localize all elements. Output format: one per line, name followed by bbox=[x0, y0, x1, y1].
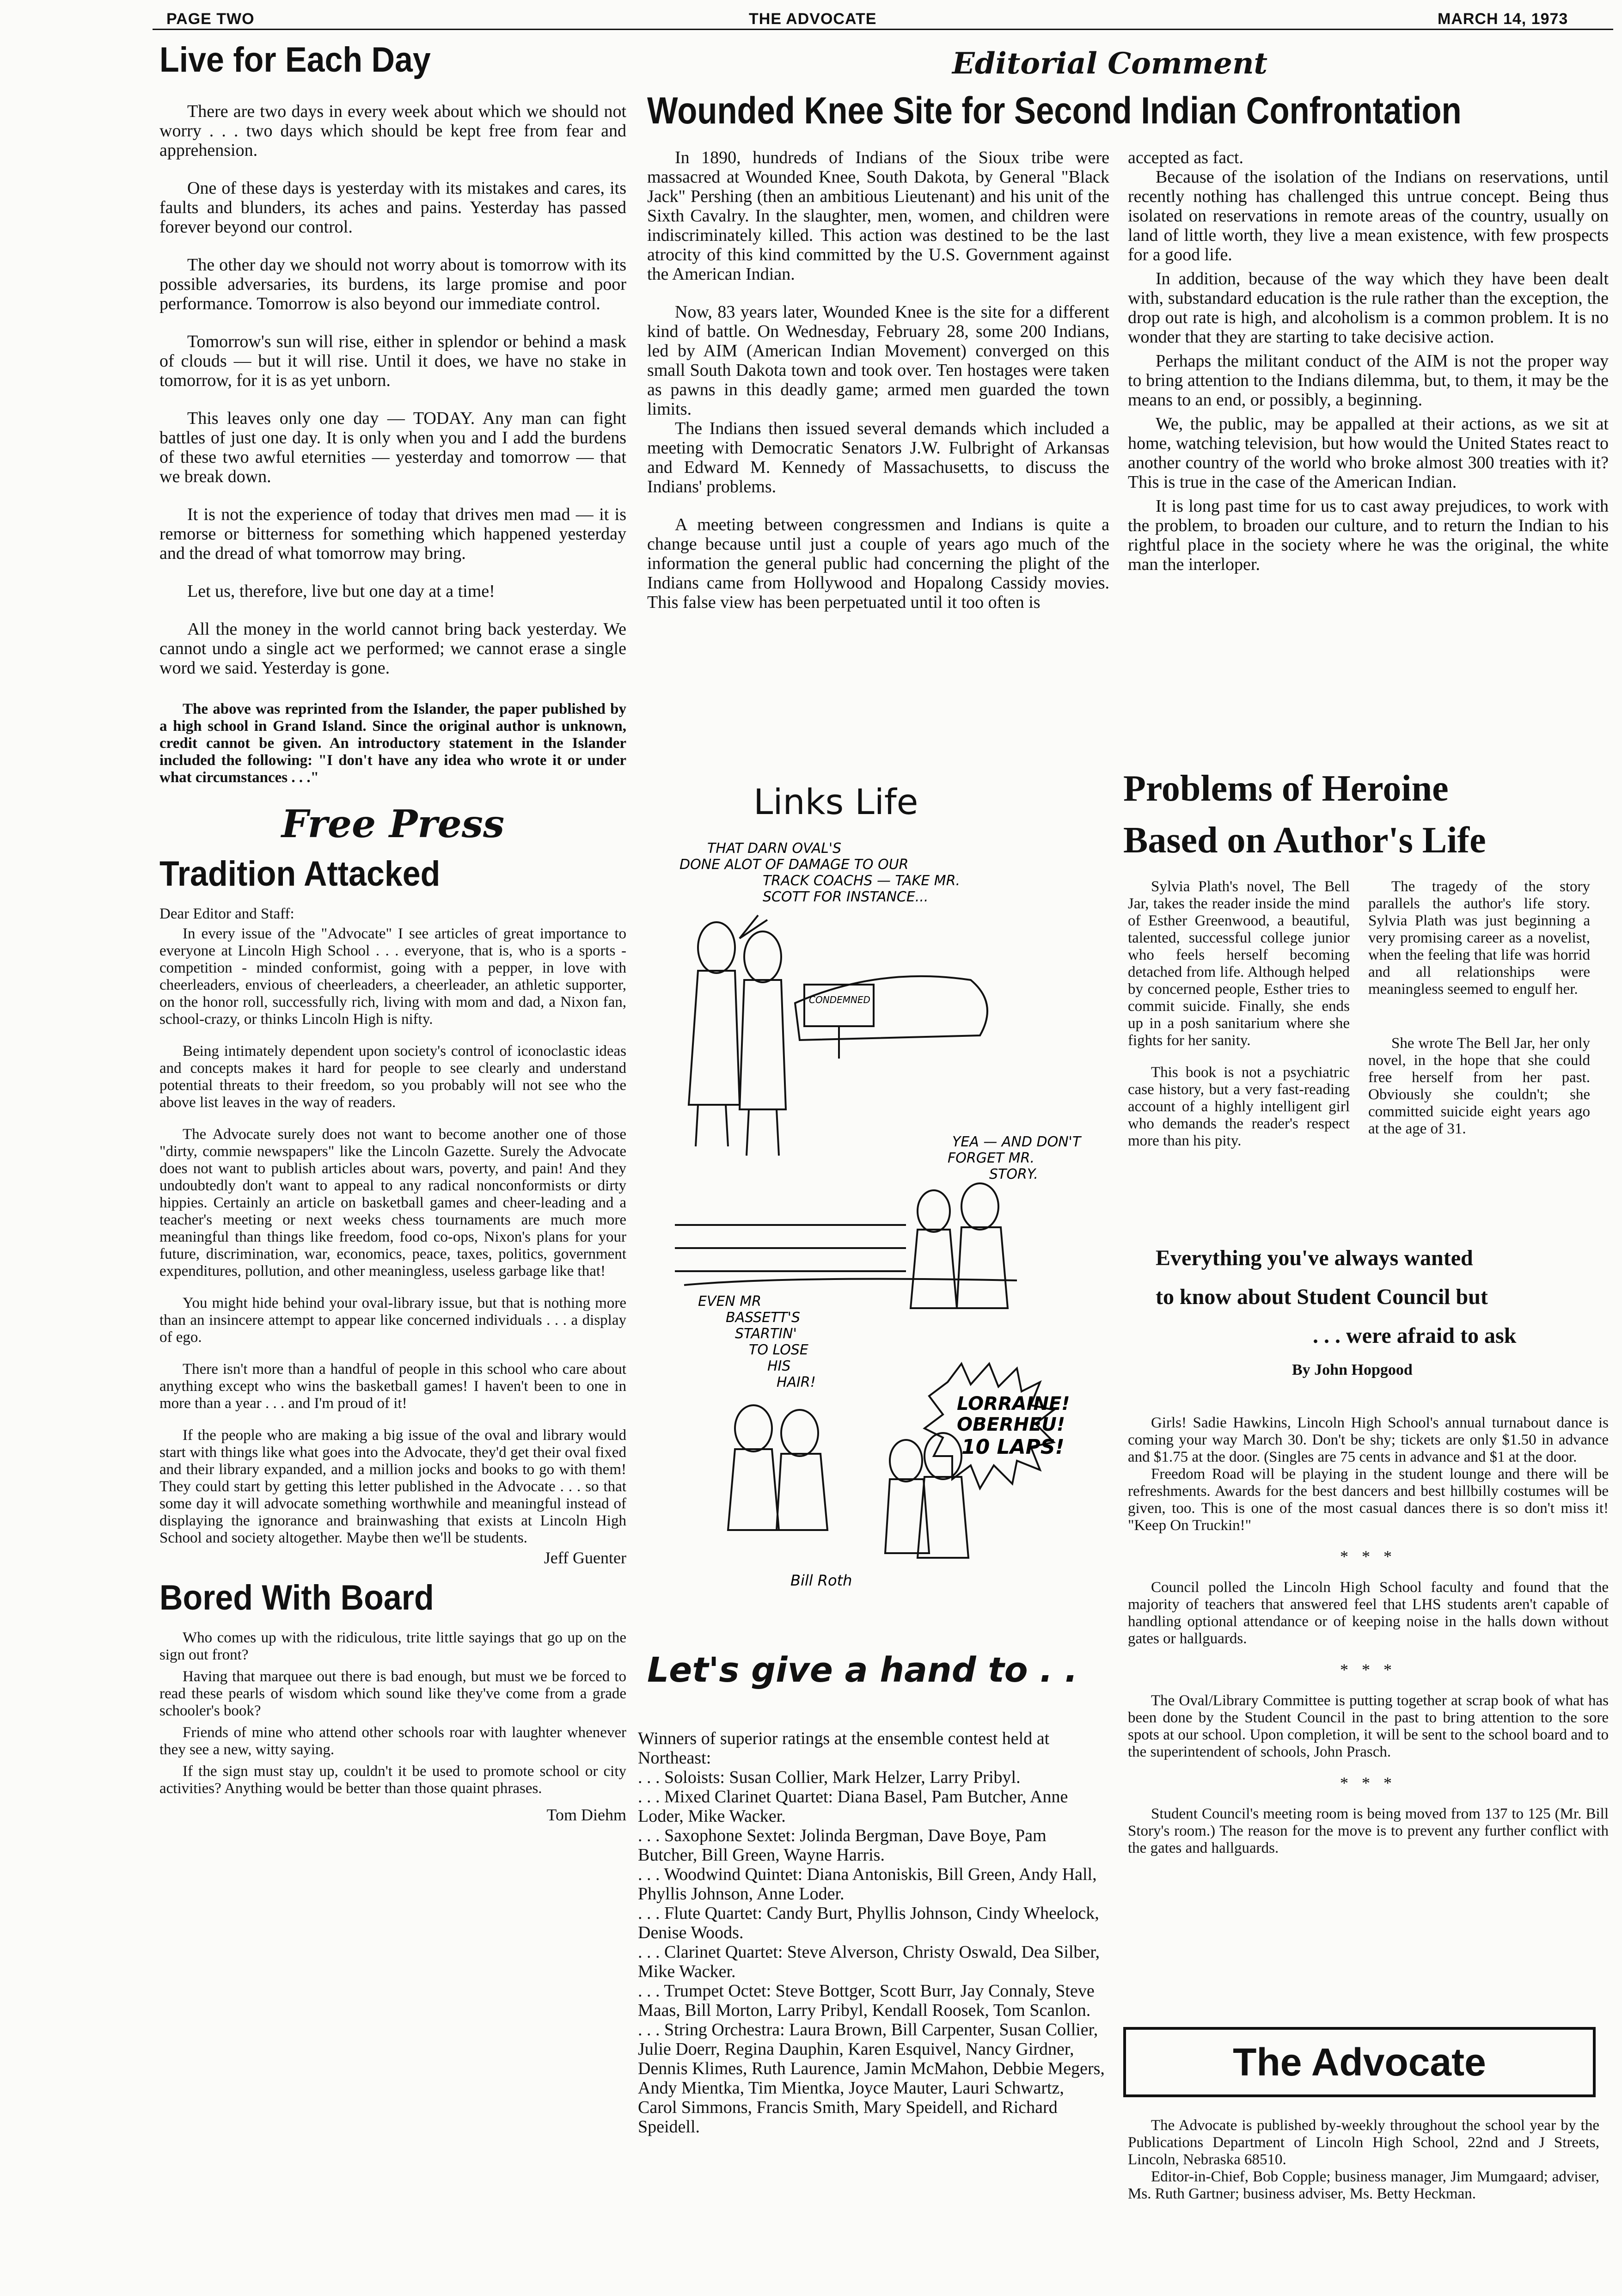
burst-line: LORRAINE! bbox=[957, 1393, 1070, 1414]
heroine-headline-line-1: Problems of Heroine bbox=[1123, 768, 1449, 809]
editorial-paragraph: It is long past time for us to cast away prejudices, to work with the problem, to broaden our culture, and to return the Indian to his rightful place in the society where he was the original, the white man the interloper. bbox=[1128, 496, 1609, 574]
council-paragraph: Council polled the Lincoln High School faculty and found that the majority of teachers that answered feel that LHS students aren't capable of handling optional attendance or of keeping noise in the halls down without gates or hallguards. bbox=[1128, 1579, 1609, 1647]
condemned-sign bbox=[804, 985, 874, 1026]
tradition-headline: Tradition Attacked bbox=[159, 854, 441, 894]
live-headline: Live for Each Day bbox=[159, 40, 431, 80]
balloon-2-line: STORY. bbox=[989, 1166, 1038, 1182]
letter-paragraph: In every issue of the "Advocate" I see articles of great importance to everyone at Lincoln High School . . . everyone, that is, who is a sports - competition - minded conformist, going with a pepper, in love with cheerleaders, envious of cheerleaders, a cheerleader, an athletic supporter, on the honor roll, successfully rich, living with mom and dad, a Nixon fan, school-crazy, or thinks Lincoln High is nifty. bbox=[159, 925, 626, 1028]
separator-stars: * * * bbox=[1340, 1774, 1396, 1792]
condemned-sign-text: CONDEMNED bbox=[809, 994, 870, 1005]
separator-stars: * * * bbox=[1340, 1660, 1396, 1679]
hand-article bbox=[638, 1729, 1105, 2137]
advocate-title-box bbox=[1123, 2027, 1596, 2097]
cartoon-title: Links Life bbox=[753, 781, 918, 822]
live-paragraph: This leaves only one day — TODAY. Any man can fight battles of just one day. It is only when you and I add the burdens of these two awful eternities — yesterday and tomorrow — that we break down. bbox=[159, 409, 626, 486]
letter-paragraph: Being intimately dependent upon society's control of iconoclastic ideas and concepts makes it hard for people to see clearly and understand potential threats to their freedom, so you probably will not see who the above list leaves in the way of readers. bbox=[159, 1043, 626, 1111]
bored-paragraph: Having that marquee out there is bad enough, but must we be forced to read these pearls of wisdom which sound like they've come from a grade schooler's book? bbox=[159, 1668, 626, 1719]
editorial-paragraph: A meeting between congressmen and Indians is quite a change because until just a couple of years ago much of the information the general public had concerning the plight of the Indians came from Hollywood and Hopalong Cassidy movies. This false view has been perpetuated until it too often is bbox=[647, 515, 1109, 612]
heroine-headline bbox=[1123, 763, 1486, 866]
editorial-label: Editorial Comment bbox=[952, 46, 1268, 81]
bored-paragraph: Who comes up with the ridiculous, trite little sayings that go up on the sign out front? bbox=[159, 1629, 626, 1663]
free-press-label: Free Press bbox=[281, 802, 505, 846]
editorial-paragraph: In 1890, hundreds of Indians of the Sioux tribe were massacred at Wounded Knee, South Dakota, by General "Black Jack" Pershing (then an ambitious Lieutenant) and his unit of the Sixth Cavalry. In the slaughter, men, women, and children were indiscriminately killed. This action was destined to be the last atrocity of this kind committed by the U.S. Government against the American Indian. bbox=[647, 148, 1109, 284]
bored-paragraph: Friends of mine who attend other schools roar with laughter whenever they see a new, witty saying. bbox=[159, 1724, 626, 1758]
hand-group: . . . Soloists: Susan Collier, Mark Helzer, Larry Pribyl. bbox=[638, 1768, 1021, 1787]
heroine-headline-line-2: Based on Author's Life bbox=[1123, 820, 1486, 861]
hand-group: . . . Mixed Clarinet Quartet: Diana Basel, Pam Butcher, Anne Loder, Mike Wacker. bbox=[638, 1787, 1068, 1826]
editorial-paragraph: The Indians then issued several demands which included a meeting with Democratic Senators J.W. Fulbright of Arkansas and Edward M. Kennedy of Massachusetts, to discuss the Indians' problems. bbox=[647, 419, 1109, 496]
heroine-column-2 bbox=[1368, 878, 1590, 1152]
masthead-rule bbox=[153, 29, 1613, 30]
letter-paragraph: If the people who are making a big issue of the oval and library would start with things like what goes into the Advocate, they'd get their oval fixed and their library expanded, and a million jocks and books to go with them! They could start by getting this letter published in the Advocate . . . so that some day it will advocate something worthwhile and meaningful instead of displaying the ignorance and brainwashing that exists at Lincoln High School and society altogether. Maybe then we'll be students. bbox=[159, 1427, 626, 1546]
editorial-paragraph: Because of the isolation of the Indians on reservations, until recently nothing has challenged this untrue concept. Being thus isolated on reservations in remote areas of the country, usually on land of little worth, they live a mean existence, with few prospects for a good life. bbox=[1128, 167, 1609, 264]
editorial-paragraph: Perhaps the militant conduct of the AIM is not the proper way to bring attention to the Indians dilemma, but, to them, it may be the means to an end, or possibly, a beginning. bbox=[1128, 351, 1609, 410]
live-article bbox=[159, 102, 626, 678]
issue-date: MARCH 14, 1973 bbox=[1438, 10, 1568, 28]
balloon-2-line: FORGET MR. bbox=[948, 1150, 1035, 1166]
editorial-paragraph: Now, 83 years later, Wounded Knee is the site for a different kind of battle. On Wednesday, February 28, some 200 Indians, led by AIM (American Indian Movement) converged on this small South Dakota town and took over. Ten hostages were taken as pawns in this deadly game; armed men guarded the town limits. bbox=[647, 302, 1109, 419]
editorial-paragraph: We, the public, may be appalled at their actions, as we sit at home, watching television, but how would the United States react to another country of the world who broke almost 300 treaties with it? This is true in the case of the American Indian. bbox=[1128, 414, 1609, 492]
balloon-1-line: DONE ALOT OF DAMAGE TO OUR bbox=[679, 857, 909, 873]
heroine-paragraph: Sylvia Plath's novel, The Bell Jar, takes the reader inside the mind of Esther Greenwood, a beautiful, talented, successful college junior who feels herself becoming detached from life. Although helped by concerned people, Esther tries to commit suicide. Finally, she ends up in a posh sanitarium where she fights for her sanity. bbox=[1128, 878, 1350, 1049]
burst-line: 10 LAPS! bbox=[961, 1435, 1065, 1459]
council-byline: By John Hopgood bbox=[1292, 1361, 1413, 1378]
balloon-2-line: YEA — AND DON'T bbox=[952, 1134, 1081, 1150]
cartoon-panel bbox=[647, 763, 1109, 1618]
cartoon-artist-signature: Bill Roth bbox=[790, 1572, 852, 1589]
balloon-1-line: THAT DARN OVAL'S bbox=[707, 840, 842, 857]
council-paragraph: Freedom Road will be playing in the student lounge and there will be refreshments. Awards for the best dancers and best hillbilly costumes will be given, too. This is one of the most casual dances there is so don't miss it! "Keep On Truckin!" bbox=[1128, 1466, 1609, 1534]
hand-intro: Winners of superior ratings at the ensemble contest held at Northeast: bbox=[638, 1729, 1050, 1768]
heroine-paragraph: This book is not a psychiatric case history, but a very fast-reading account of a highly intelligent girl who demands the reader's respect more than his pity. bbox=[1128, 1064, 1350, 1149]
hand-group: . . . Trumpet Octet: Steve Bottger, Scott Burr, Jay Connaly, Steve Maas, Bill Morton, Larry Pribyl, Kendall Roosek, Tom Scanlon. bbox=[638, 1981, 1095, 2020]
editorial-paragraph: In addition, because of the way which they have been dealt with, substandard education is the rule rather than the exception, the drop out rate is high, and alcoholism is a common problem. It is no wonder that they are starting to take decisive action. bbox=[1128, 269, 1609, 347]
balloon-3-line: HAIR! bbox=[777, 1374, 816, 1390]
editorial-headline: Wounded Knee Site for Second Indian Confrontation bbox=[647, 90, 1462, 132]
heroine-paragraph: The tragedy of the story parallels the author's life story. Sylvia Plath was just beginning a very promising career as a novelist, when the feeling that life was horrid and all relationships were meaningless seemed to engulf her. bbox=[1368, 878, 1590, 998]
letter-salutation: Dear Editor and Staff: bbox=[159, 906, 294, 922]
heroine-paragraph: She wrote The Bell Jar, her only novel, in the hope that she could free herself from her past. Obviously she couldn't; she committed suicide eight years ago at the age of 31. bbox=[1368, 1035, 1590, 1137]
advocate-info-paragraph: Editor-in-Chief, Bob Copple; business manager, Jim Mumgaard; adviser, Ms. Ruth Gartner; business adviser, Ms. Betty Heckman. bbox=[1128, 2168, 1599, 2202]
letter-paragraph: The Advocate surely does not want to become another one of those "dirty, commie newspapers" like the Lincoln Gazette. Surely the Advocate does not want to publish articles about wars, poverty, and pain! And they undoubtedly don't want to appeal to any radical nonconformists or dirty hippies. Certainly an article on basketball games and cheer-leading and a teacher's meeting or next weeks chess tournaments are much more meaningful than things like freedom, food co-ops, Nixon's plans for your future, discrimination, war, economics, peace, taxes, politics, government expenditures, pollution, and other meaningless, useless garbage like that! bbox=[159, 1126, 626, 1280]
council-headline-line-3: . . . were afraid to ask bbox=[1313, 1323, 1517, 1348]
live-paragraph: All the money in the world cannot bring back yesterday. We cannot undo a single act we performed; we cannot erase a single word we said. Yesterday is gone. bbox=[159, 619, 626, 678]
balloon-1-line: SCOTT FOR INSTANCE... bbox=[763, 889, 929, 905]
live-paragraph: It is not the experience of today that drives men mad — it is remorse or bitterness for something which happened yesterday and the dread of what tomorrow may bring. bbox=[159, 505, 626, 563]
reprint-note-text: The above was reprinted from the Islander, the paper published by a high school in Grand Island. Since the original author is unknown, credit cannot be given. An introductory statement in the Islander included the following: "I don't have any idea who wrote it or under what circumstances . . ." bbox=[159, 701, 626, 786]
editorial-column-2 bbox=[1128, 148, 1609, 593]
hand-group: . . . String Orchestra: Laura Brown, Bill Carpenter, Susan Collier, Julie Doerr, Regina Dauphin, Karen Esquivel, Nancy Girdner, Dennis Klimes, Ruth Laurence, Jamin McMahon, Debbie Megers, Andy Mientka, Tim Mientka, Joyce Mauter, Lauri Schwartz, Carol Simmons, Francis Smith, Mary Speidell, and Richard Speidell. bbox=[638, 2020, 1105, 2137]
council-headline-line-1: Everything you've always wanted bbox=[1156, 1246, 1473, 1270]
council-paragraph: Student Council's meeting room is being moved from 137 to 125 (Mr. Bill Story's room.) The reason for the move is to prevent any further conflict with the gates and hallguards. bbox=[1128, 1806, 1609, 1856]
council-article bbox=[1128, 1414, 1609, 1857]
hand-group: . . . Clarinet Quartet: Steve Alverson, Christy Oswald, Dea Silber, Mike Wacker. bbox=[638, 1942, 1100, 1981]
reprint-note bbox=[159, 701, 626, 786]
hand-group: . . . Flute Quartet: Candy Burt, Phyllis Johnson, Cindy Wheelock, Denise Woods. bbox=[638, 1904, 1099, 1942]
balloon-3-line: EVEN MR bbox=[698, 1293, 762, 1310]
left-column bbox=[159, 37, 626, 1824]
bored-paragraph: If the sign must stay up, couldn't it be used to promote school or city activities? Anything would be better than those quaint phrases. bbox=[159, 1763, 626, 1797]
live-paragraph: The other day we should not worry about is tomorrow with its possible adversaries, its burdens, its large promise and poor performance. Tomorrow is also beyond our immediate control. bbox=[159, 255, 626, 313]
heroine-column-1 bbox=[1128, 878, 1350, 1164]
paper-name: THE ADVOCATE bbox=[749, 10, 877, 28]
letter-paragraph: There isn't more than a handful of people in this school who care about anything except who wins the basketball games! I haven't been to one in more than a year . . . and I'm proud of it! bbox=[159, 1361, 626, 1412]
balloon-3-line: TO LOSE bbox=[749, 1342, 808, 1358]
page-number: PAGE TWO bbox=[166, 10, 255, 28]
cartoon-drawing bbox=[647, 763, 1109, 1618]
live-paragraph: Let us, therefore, live but one day at a time! bbox=[187, 582, 495, 601]
bored-signature: Tom Diehm bbox=[546, 1806, 626, 1824]
separator-stars: * * * bbox=[1340, 1547, 1396, 1566]
editorial-paragraph: accepted as fact. bbox=[1128, 148, 1243, 167]
balloon-3-line: HIS bbox=[767, 1358, 791, 1374]
hand-headline: Let's give a hand to . . bbox=[647, 1650, 1078, 1690]
bored-article bbox=[159, 1629, 626, 1824]
balloon-3-line: STARTIN' bbox=[735, 1326, 797, 1342]
advocate-info-paragraph: The Advocate is published by-weekly throughout the school year by the Publications Department of Lincoln High School, 22nd and J Streets, Lincoln, Nebraska 68510. bbox=[1128, 2117, 1599, 2168]
live-paragraph: There are two days in every week about which we should not worry . . . two days which should be kept free from fear and apprehension. bbox=[159, 102, 626, 160]
hand-group: . . . Saxophone Sextet: Jolinda Bergman, Dave Boye, Pam Butcher, Bill Green, Wayne Harris. bbox=[638, 1826, 1047, 1865]
advocate-info bbox=[1128, 2117, 1599, 2203]
council-paragraph: The Oval/Library Committee is putting together at scrap book of what has been done by the Student Council in the past to bring attention to the sore spots at our school. Upon completion, it will be sent to the school board and to the superintendent of schools, John Prasch. bbox=[1128, 1692, 1609, 1760]
hand-group: . . . Woodwind Quintet: Diana Antoniskis, Bill Green, Andy Hall, Phyllis Johnson, Anne Loder. bbox=[638, 1865, 1097, 1904]
advocate-title: The Advocate bbox=[1233, 2040, 1486, 2084]
burst-line: OBERHEU! bbox=[957, 1414, 1065, 1435]
letter-article bbox=[159, 906, 626, 1567]
balloon-3-line: BASSETT'S bbox=[726, 1310, 801, 1326]
council-headline bbox=[1128, 1239, 1609, 1355]
bored-headline: Bored With Board bbox=[159, 1578, 434, 1617]
letter-signature: Jeff Guenter bbox=[544, 1549, 626, 1567]
live-paragraph: One of these days is yesterday with its mistakes and cares, its faults and blunders, its aches and pains. Yesterday has passed forever beyond our control. bbox=[159, 178, 626, 237]
editorial-column-1 bbox=[647, 148, 1109, 631]
council-headline-line-2: to know about Student Council but bbox=[1156, 1285, 1488, 1309]
letter-paragraph: You might hide behind your oval-library issue, but that is nothing more than an insincere attempt to appear like concerned individuals . . . a display of ego. bbox=[159, 1295, 626, 1346]
live-paragraph: Tomorrow's sun will rise, either in splendor or behind a mask of clouds — but it will rise. Until it does, we have no stake in tomorrow, for it is as yet unborn. bbox=[159, 332, 626, 390]
balloon-1-line: TRACK COACHS — TAKE MR. bbox=[763, 873, 961, 889]
council-paragraph: Girls! Sadie Hawkins, Lincoln High School's annual turnabout dance is coming your way March 30. Don't be shy; tickets are only $1.50 in advance and $1.75 at the door. (Singles are 75 cents in advance and $1 at the door. bbox=[1128, 1414, 1609, 1465]
